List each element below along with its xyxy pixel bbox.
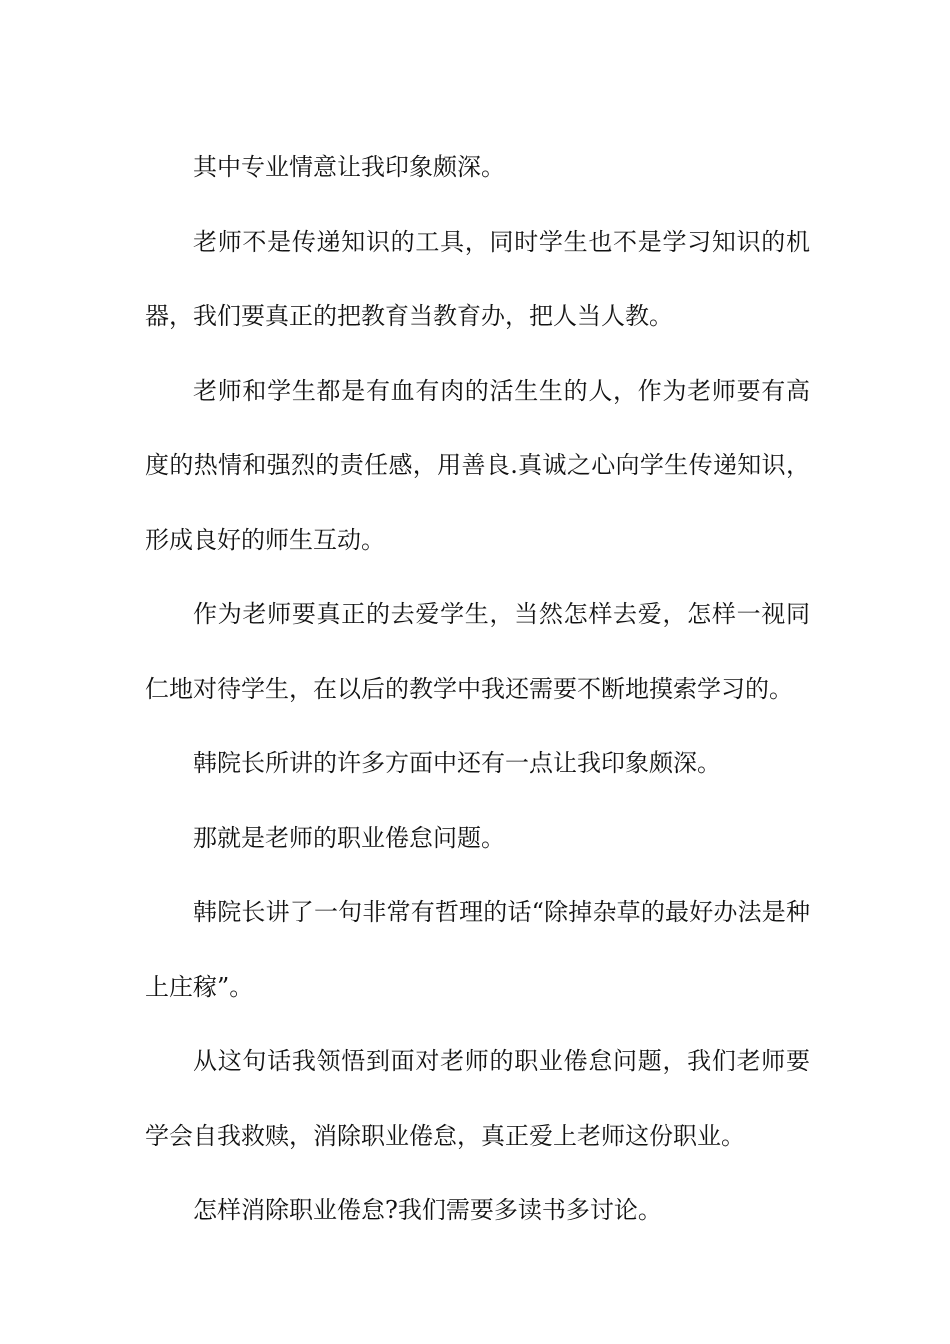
paragraph-1: 其中专业情意让我印象颇深。 xyxy=(193,153,505,181)
paragraph-5: 韩院长所讲的许多方面中还有一点让我印象颇深。 xyxy=(193,749,721,777)
paragraph-9: 怎样消除职业倦怠?我们需要多读书多讨论。 xyxy=(193,1196,662,1224)
paragraph-2: 老师不是传递知识的工具，同时学生也不是学习知识的机器，我们要真正的把教育当教育办，把人当人教。 xyxy=(145,227,810,330)
paragraph-7: 韩院长讲了一句非常有哲理的话“除掉杂草的最好办法是种上庄稼”。 xyxy=(145,898,810,1001)
document-body xyxy=(145,130,810,1248)
paragraph-3: 老师和学生都是有血有肉的活生生的人，作为老师要有高度的热情和强烈的责任感，用善良.真诚之心向学生传递知识，形成良好的师生互动。 xyxy=(145,376,810,554)
paragraph-8: 从这句话我领悟到面对老师的职业倦怠问题，我们老师要学会自我救赎，消除职业倦怠，真正爱上老师这份职业。 xyxy=(145,1047,810,1150)
paragraph-6: 那就是老师的职业倦怠问题。 xyxy=(193,823,505,852)
paragraph-4: 作为老师要真正的去爱学生，当然怎样去爱，怎样一视同仁地对待学生，在以后的教学中我还需要不断地摸索学习的。 xyxy=(145,600,810,703)
